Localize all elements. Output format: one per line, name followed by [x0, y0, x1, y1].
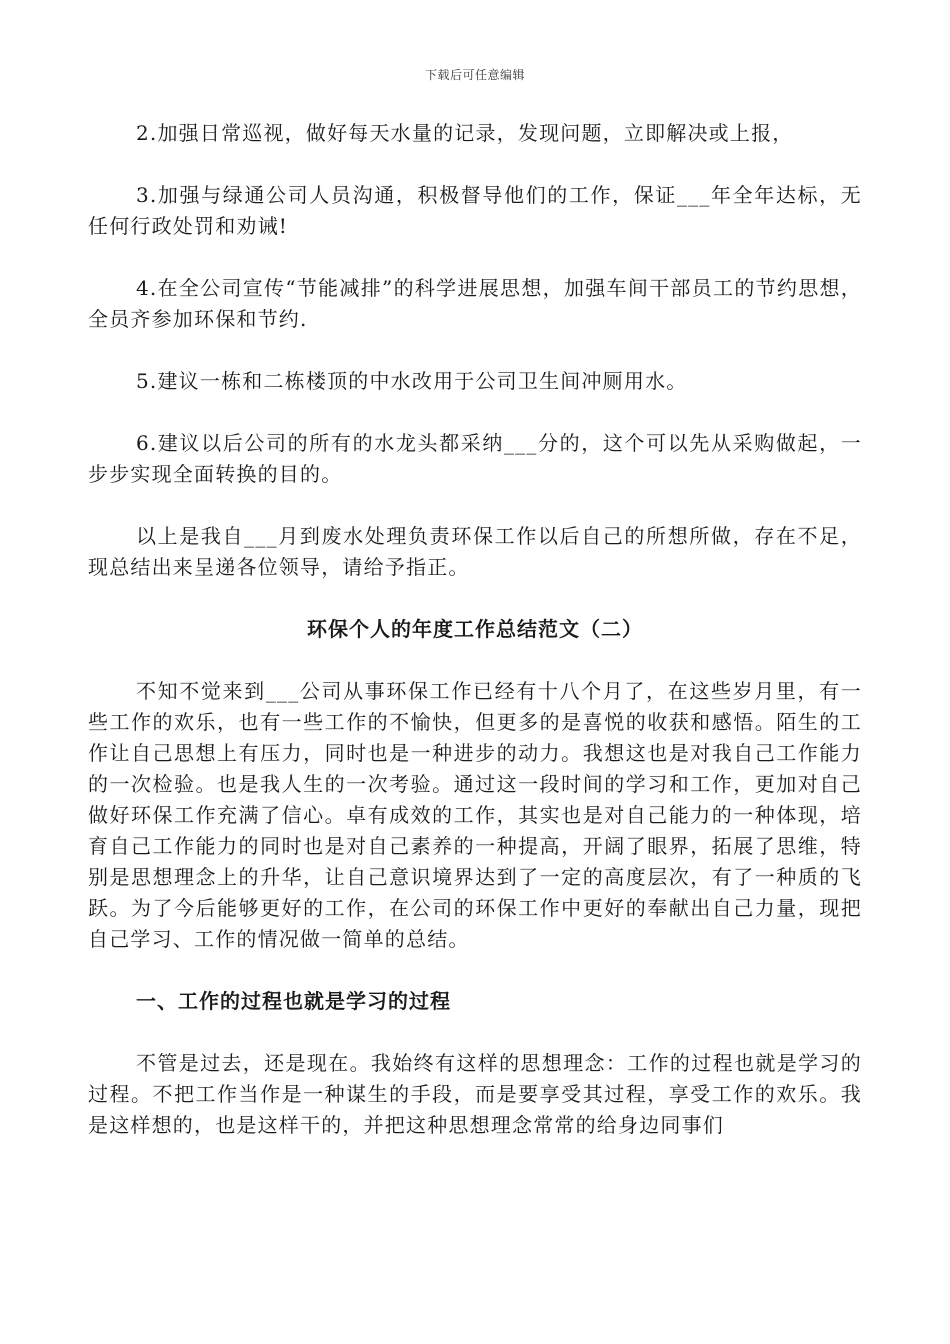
paragraph-item-2: 2.加强日常巡视，做好每天水量的记录，发现问题，立即解决或上报，	[136, 121, 794, 145]
section-intro-paragraph: 不知不觉来到___公司从事环保工作已经有十八个月了，在这些岁月里，有一些工作的欢乐，也有一些工作的不愉快，但更多的是喜悦的收获和感悟。陌生的工作让自己思想上有压力，同时也是一种进步的动力。我想这也是对我自己工作能力的一次检验。也是我人生的一次考验。通过这一段时间的学习和工作，更加对自己做好环保工作充满了信心。卓有成效的工作，其实也是对自己能力的一种体现，培育自己工作能力的同时也是对自己素养的一种提高，开阔了眼界，拓展了思维，特别是思想理念上的升华，让自己意识境界达到了一定的高度层次，有了一种质的飞跃。为了今后能够更好的工作，在公司的环保工作中更好的奉献出自己力量，现把自己学习、工作的情况做一简单的总结。	[88, 679, 862, 951]
paragraph-item-4: 4.在全公司宣传“节能减排”的科学进展思想，加强车间干部员工的节约思想，全员齐参加环保和节约.	[88, 276, 862, 331]
paragraph-conclusion: 以上是我自___月到废水处理负责环保工作以后自己的所想所做，存在不足，现总结出来呈递各位领导，请给予指正。	[88, 524, 862, 579]
section-heading-1: 一、工作的过程也就是学习的过程	[136, 989, 451, 1013]
paragraph-item-5: 5.建议一栋和二栋楼顶的中水改用于公司卫生间冲厕用水。	[136, 369, 688, 393]
section-body-paragraph-1: 不管是过去，还是现在。我始终有这样的思想理念：工作的过程也就是学习的过程。不把工作当作是一种谋生的手段，而是要享受其过程，享受工作的欢乐。我是这样想的，也是这样干的，并把这种思想理念常常的给身边同事们	[88, 1051, 862, 1137]
document-body	[88, 118, 862, 1141]
paragraph-item-3: 3.加强与绿通公司人员沟通，积极督导他们的工作，保证___年全年达标，无任何行政处罚和劝诫!	[88, 183, 862, 238]
section-title: 环保个人的年度工作总结范文（二）	[307, 617, 643, 641]
page-header: 下载后可任意编辑	[424, 68, 525, 82]
paragraph-item-6: 6.建议以后公司的所有的水龙头都采纳___分的，这个可以先从采购做起，一步步实现全面转换的目的。	[88, 431, 862, 486]
